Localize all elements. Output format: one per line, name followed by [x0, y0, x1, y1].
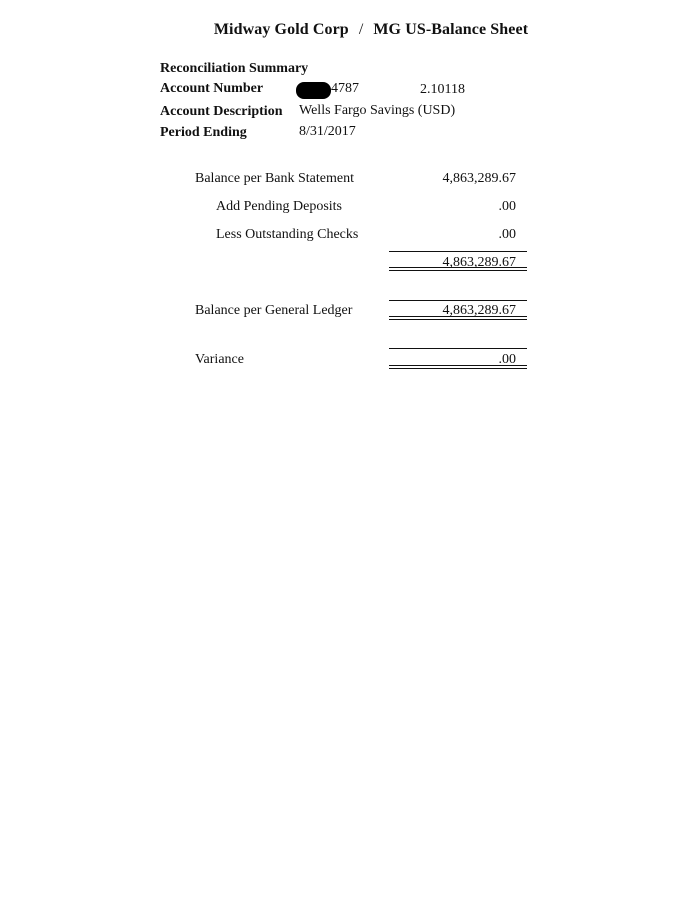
account-description-label: Account Description	[160, 104, 283, 119]
account-number-label: Account Number	[160, 81, 264, 96]
general-ledger-amount: 4,863,289.67	[442, 303, 516, 318]
double-underline	[389, 316, 527, 320]
account-description-value: Wells Fargo Savings (USD)	[299, 103, 456, 118]
general-ledger-label: Balance per General Ledger	[195, 303, 353, 318]
bank-statement-label: Balance per Bank Statement	[195, 171, 354, 186]
subtotal-rule	[389, 348, 527, 349]
period-ending-label: Period Ending	[160, 125, 247, 140]
adjusted-bank-balance: 4,863,289.67	[442, 255, 516, 270]
title-separator: /	[358, 21, 364, 38]
subtotal-rule	[389, 300, 527, 301]
variance-label: Variance	[195, 352, 244, 367]
report-title	[0, 21, 697, 39]
report-name: MG US-Balance Sheet	[373, 21, 529, 38]
account-number-value: 4787	[331, 81, 359, 96]
pending-deposits-amount: .00	[498, 199, 516, 214]
double-underline	[389, 267, 527, 271]
redaction-mark	[296, 82, 331, 99]
company-name: Midway Gold Corp	[213, 21, 349, 38]
outstanding-checks-amount: .00	[498, 227, 516, 242]
bank-statement-amount: 4,863,289.67	[442, 171, 516, 186]
summary-heading: Reconciliation Summary	[160, 61, 309, 76]
period-ending-value: 8/31/2017	[299, 124, 356, 139]
variance-amount: .00	[498, 352, 516, 367]
pending-deposits-label: Add Pending Deposits	[216, 199, 342, 214]
outstanding-checks-label: Less Outstanding Checks	[216, 227, 359, 242]
subtotal-rule	[389, 251, 527, 252]
gl-account-number: 2.10118	[420, 82, 465, 97]
double-underline	[389, 365, 527, 369]
